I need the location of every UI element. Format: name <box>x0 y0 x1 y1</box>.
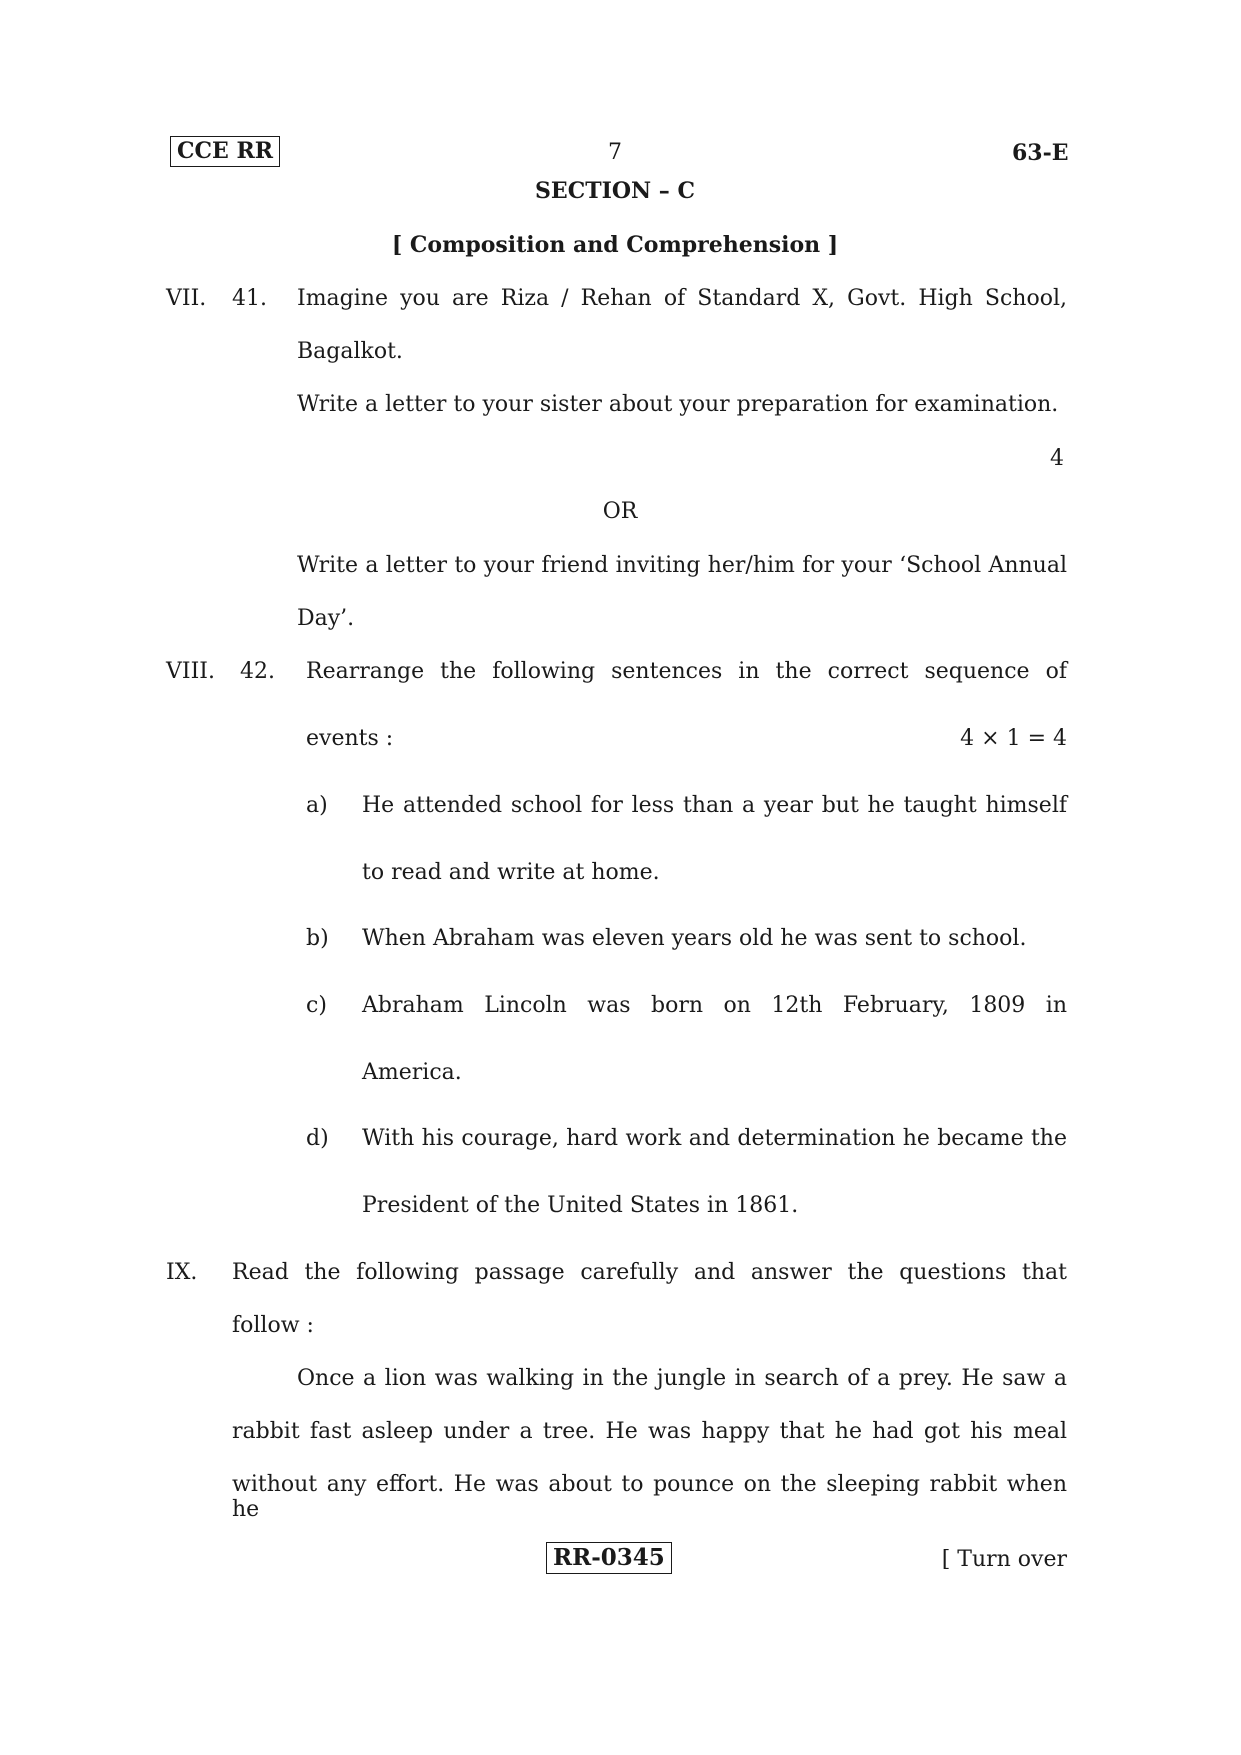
q42-roman: VIII. <box>166 659 215 684</box>
passage-line-2: rabbit fast asleep under a tree. He was happy that he had got his meal <box>232 1419 1067 1444</box>
q41-number: 41. <box>232 286 267 311</box>
passage-line-3: without any effort. He was about to pounce on the sleeping rabbit when he <box>232 1472 1067 1522</box>
q9-line1: Read the following passage carefully and answer the questions that <box>232 1260 1067 1285</box>
q42-item-c-line1: Abraham Lincoln was born on 12th February, 1809 in <box>362 993 1067 1018</box>
q41-line1: Imagine you are Riza / Rehan of Standard X, Govt. High School, <box>297 286 1067 311</box>
q9-line2: follow : <box>232 1313 314 1338</box>
q42-item-a-line1: He attended school for less than a year but he taught himself <box>362 793 1067 818</box>
q42-item-a-label: a) <box>306 793 328 818</box>
q42-item-b-line1: When Abraham was eleven years old he was sent to school. <box>362 926 1027 951</box>
footer-code-box: RR-0345 <box>546 1542 672 1574</box>
q42-item-b-label: b) <box>306 926 329 951</box>
q42-line2: events : <box>306 726 394 751</box>
turn-over: [ Turn over <box>941 1547 1067 1572</box>
q41-alt-line1: Write a letter to your friend inviting her/him for your ‘School Annual <box>297 553 1067 578</box>
q42-item-d-line2: President of the United States in 1861. <box>362 1193 799 1218</box>
q9-roman: IX. <box>166 1260 198 1285</box>
q42-number: 42. <box>240 659 275 684</box>
q42-item-d-line1: With his courage, hard work and determination he became the <box>362 1126 1067 1151</box>
q41-alt-line2: Day’. <box>297 606 355 631</box>
paper-code-box: CCE RR <box>170 136 280 167</box>
passage-line-1: Once a lion was walking in the jungle in search of a prey. He saw a <box>297 1366 1067 1391</box>
q41-marks: 4 <box>1050 446 1064 471</box>
q41-or: OR <box>602 499 638 524</box>
q42-item-d-label: d) <box>306 1126 329 1151</box>
page-number: 7 <box>608 140 622 165</box>
q42-marks: 4 × 1 = 4 <box>960 726 1067 751</box>
subject-code: 63-E <box>1012 140 1069 166</box>
q42-item-c-line2: America. <box>362 1060 462 1085</box>
q41-task: Write a letter to your sister about your preparation for examination. <box>297 392 1059 417</box>
q41-roman: VII. <box>166 286 207 311</box>
q42-item-a-line2: to read and write at home. <box>362 860 660 885</box>
q41-line2: Bagalkot. <box>297 339 403 364</box>
section-subtitle: [ Composition and Comprehension ] <box>391 232 839 258</box>
q42-item-c-label: c) <box>306 993 327 1018</box>
q42-line1: Rearrange the following sentences in the correct sequence of <box>306 659 1067 684</box>
section-title: SECTION – C <box>535 178 695 204</box>
